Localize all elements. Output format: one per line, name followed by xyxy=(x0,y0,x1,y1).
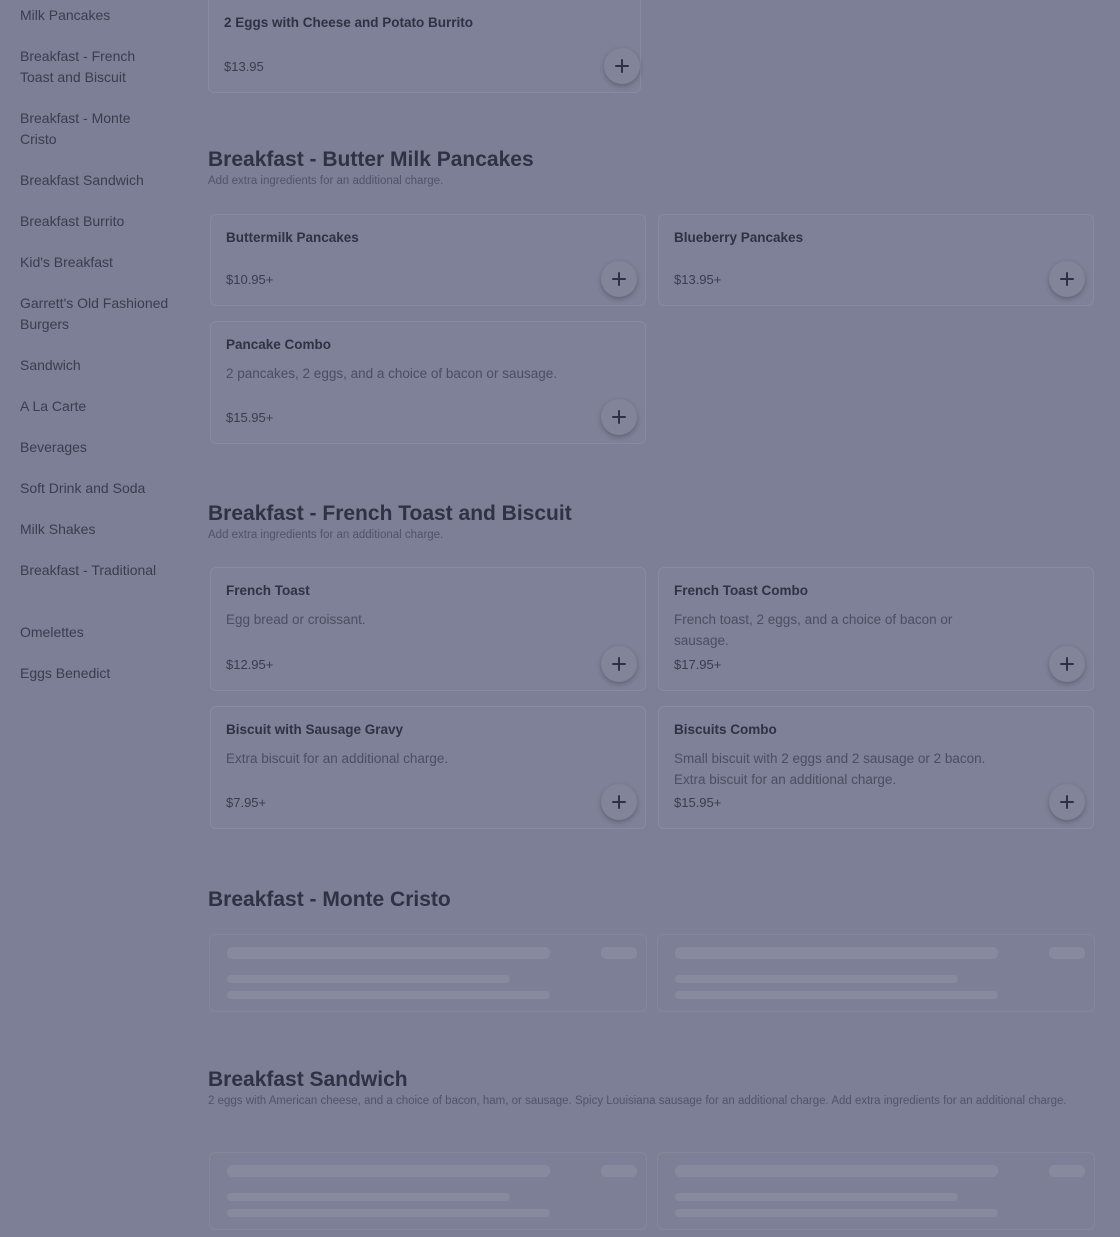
menu-content xyxy=(208,0,1098,1237)
section-description: Add extra ingredients for an additional charge. xyxy=(208,529,444,541)
plus-icon xyxy=(1060,657,1074,671)
loading-card-skeleton xyxy=(657,934,1095,1012)
menu-item-card[interactable] xyxy=(210,567,646,691)
menu-item-description: 2 pancakes, 2 eggs, and a choice of bacon or sausage. xyxy=(226,366,557,381)
menu-item-name: Biscuits Combo xyxy=(674,722,777,737)
plus-icon xyxy=(1060,795,1074,809)
menu-item-card[interactable] xyxy=(658,567,1094,691)
skeleton-line xyxy=(1049,947,1085,959)
menu-item-card[interactable] xyxy=(658,706,1094,829)
menu-item-card[interactable] xyxy=(210,706,646,829)
section-title: Breakfast - French Toast and Biscuit xyxy=(208,502,572,525)
add-item-button[interactable] xyxy=(601,399,637,435)
loading-card-skeleton xyxy=(657,1152,1095,1230)
add-item-button[interactable] xyxy=(601,261,637,297)
plus-icon xyxy=(612,795,626,809)
sidebar-item-traditional[interactable]: Breakfast - Traditional xyxy=(20,562,157,578)
skeleton-line xyxy=(601,947,637,959)
skeleton-line xyxy=(675,947,998,959)
skeleton-line xyxy=(675,1193,958,1201)
add-item-button[interactable] xyxy=(1049,261,1085,297)
section-title: Breakfast Sandwich xyxy=(208,1068,408,1091)
section-description: Add extra ingredients for an additional charge. xyxy=(208,175,444,187)
menu-item-description: Small biscuit with 2 eggs and 2 sausage or 2 bacon. Extra biscuit for an additional charge. xyxy=(674,751,986,787)
skeleton-line xyxy=(675,1209,998,1217)
sidebar-item-soft-drinks[interactable]: Soft Drink and Soda xyxy=(20,480,146,496)
skeleton-line xyxy=(227,947,550,959)
add-item-button[interactable] xyxy=(601,784,637,820)
menu-item-price: $13.95 xyxy=(224,59,264,74)
menu-item-price: $15.95+ xyxy=(226,410,274,425)
menu-item-description: Egg bread or croissant. xyxy=(226,612,366,627)
sidebar-item-breakfast-sandwich[interactable]: Breakfast Sandwich xyxy=(20,172,144,188)
sidebar-item-omelettes[interactable]: Omelettes xyxy=(20,624,84,640)
sidebar-item-eggs-benedict[interactable]: Eggs Benedict xyxy=(20,665,111,681)
sidebar-item-milk-shakes[interactable]: Milk Shakes xyxy=(20,521,96,537)
skeleton-line xyxy=(227,1193,510,1201)
add-item-button[interactable] xyxy=(604,48,640,84)
menu-item-price: $13.95+ xyxy=(674,272,722,287)
menu-item-card[interactable] xyxy=(210,214,646,306)
skeleton-line xyxy=(227,1209,550,1217)
menu-item-name: Pancake Combo xyxy=(226,337,332,352)
skeleton-line xyxy=(675,991,998,999)
skeleton-line xyxy=(227,975,510,983)
plus-icon xyxy=(612,657,626,671)
sidebar-item-burgers[interactable]: Garrett's Old Fashioned Burgers xyxy=(20,295,169,332)
menu-item-name: French Toast Combo xyxy=(674,583,809,598)
skeleton-line xyxy=(227,1165,550,1177)
sidebar-item-milk-pancakes[interactable]: Milk Pancakes xyxy=(20,7,111,23)
plus-icon xyxy=(615,59,629,73)
section-description: 2 eggs with American cheese, and a choice of bacon, ham, or sausage. Spicy Louisiana sausage for an additional charge. Add extra ingredients for an additional charge. xyxy=(208,1095,1067,1107)
skeleton-line xyxy=(601,1165,637,1177)
add-item-button[interactable] xyxy=(601,646,637,682)
section-title: Breakfast - Monte Cristo xyxy=(208,888,451,911)
menu-item-price: $12.95+ xyxy=(226,657,274,672)
sidebar-item-sandwich[interactable]: Sandwich xyxy=(20,357,81,373)
loading-card-skeleton xyxy=(209,934,647,1012)
menu-item-price: $7.95+ xyxy=(226,795,267,810)
menu-item-name: Blueberry Pancakes xyxy=(674,230,804,245)
add-item-button[interactable] xyxy=(1049,784,1085,820)
sidebar-item-a-la-carte[interactable]: A La Carte xyxy=(20,398,87,414)
plus-icon xyxy=(612,272,626,286)
sidebar-item-breakfast-burrito[interactable]: Breakfast Burrito xyxy=(20,213,125,229)
skeleton-line xyxy=(675,1165,998,1177)
menu-item-card[interactable] xyxy=(658,214,1094,306)
menu-item-description: French toast, 2 eggs, and a choice of bacon or sausage. xyxy=(674,612,953,648)
skeleton-line xyxy=(675,975,958,983)
plus-icon xyxy=(612,410,626,424)
menu-item-description: Extra biscuit for an additional charge. xyxy=(226,751,449,766)
add-item-button[interactable] xyxy=(1049,646,1085,682)
sidebar-item-french-toast-biscuit[interactable]: Breakfast - French Toast and Biscuit xyxy=(20,48,136,85)
menu-item-price: $10.95+ xyxy=(226,272,274,287)
menu-item-price: $17.95+ xyxy=(674,657,722,672)
menu-item-card[interactable] xyxy=(208,0,641,93)
plus-icon xyxy=(1060,272,1074,286)
menu-item-name: Buttermilk Pancakes xyxy=(226,230,359,245)
skeleton-line xyxy=(227,991,550,999)
skeleton-line xyxy=(1049,1165,1085,1177)
section-title: Breakfast - Butter Milk Pancakes xyxy=(208,148,534,171)
menu-item-name: 2 Eggs with Cheese and Potato Burrito xyxy=(224,15,474,30)
sidebar-item-beverages[interactable]: Beverages xyxy=(20,439,87,455)
sidebar-item-monte-cristo[interactable]: Breakfast - Monte Cristo xyxy=(20,110,131,147)
menu-item-name: Biscuit with Sausage Gravy xyxy=(226,722,404,737)
menu-item-card[interactable] xyxy=(210,321,646,444)
menu-item-name: French Toast xyxy=(226,583,310,598)
sidebar-item-kids-breakfast[interactable]: Kid's Breakfast xyxy=(20,254,113,270)
loading-card-skeleton xyxy=(209,1152,647,1230)
menu-item-price: $15.95+ xyxy=(674,795,722,810)
